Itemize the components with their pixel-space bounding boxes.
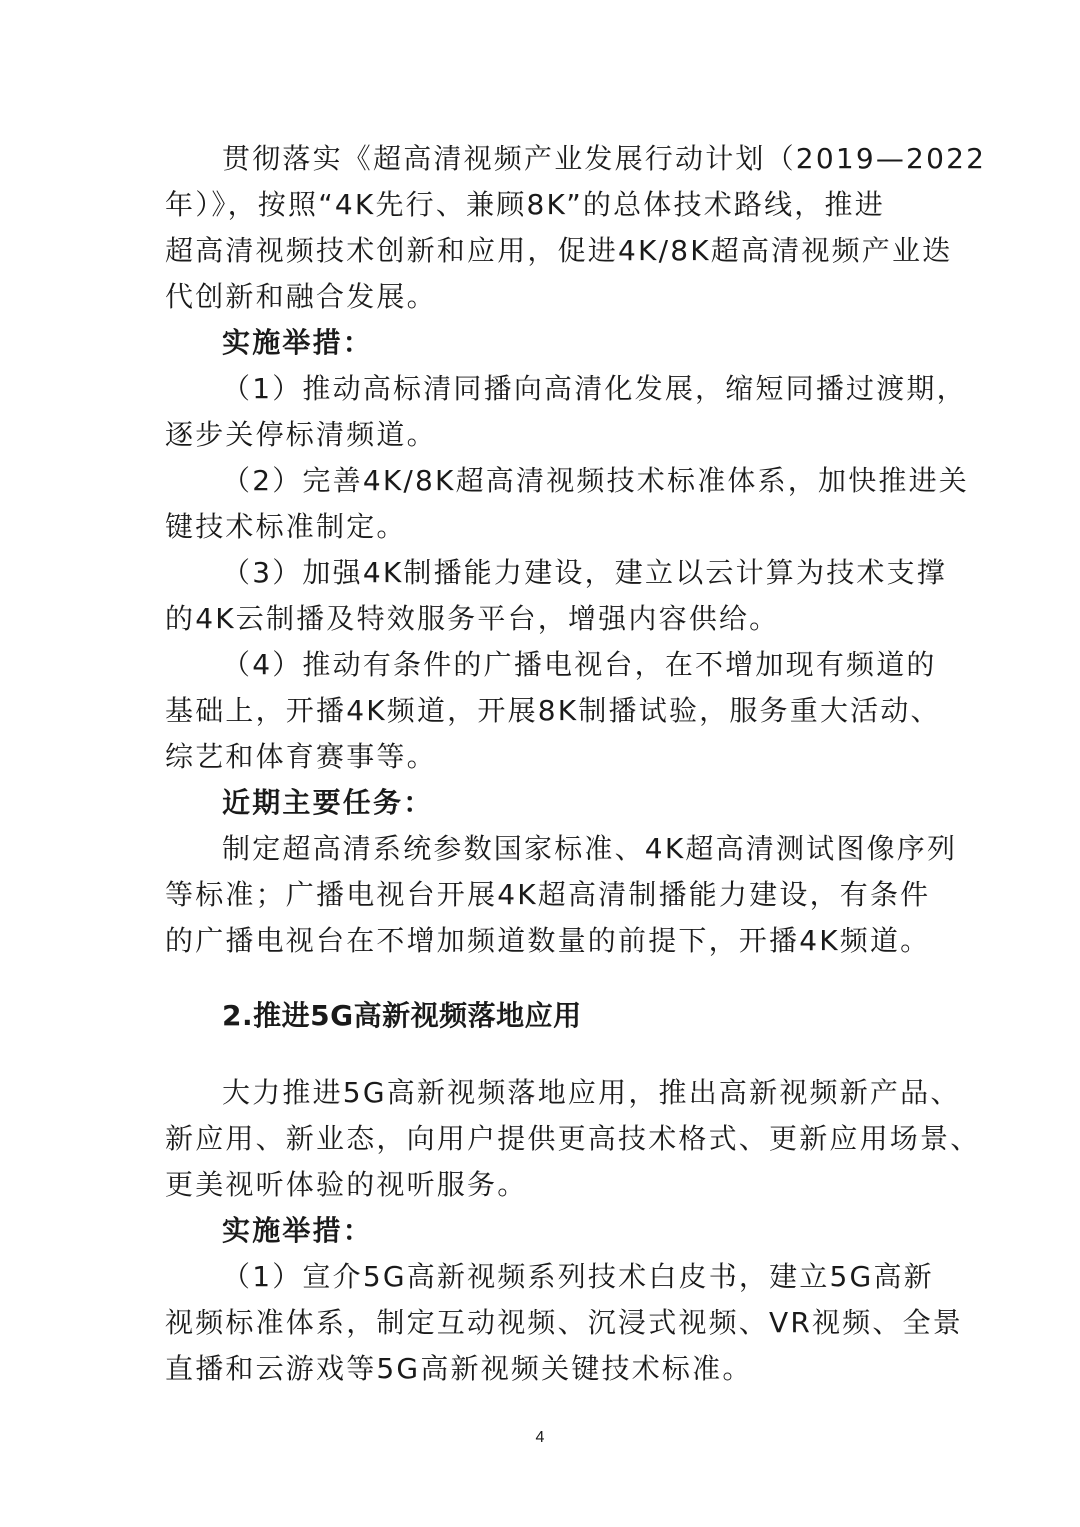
list-item-line: 综艺和体育赛事等。	[165, 740, 437, 773]
list-item-line: （1）宣介5G高新视频系列技术白皮书，建立5G高新	[222, 1260, 934, 1293]
list-item-line: （4）推动有条件的广播电视台，在不增加现有频道的	[222, 648, 937, 681]
paragraph-line: 代创新和融合发展。	[165, 280, 437, 313]
section-subheading: 实施举措：	[222, 326, 374, 359]
page-number: 4	[535, 1429, 545, 1446]
paragraph-line: 超高清视频技术创新和应用，促进4K/8K超高清视频产业迭	[165, 234, 953, 267]
paragraph-line: 更美视听体验的视听服务。	[165, 1168, 528, 1201]
list-item-line: 键技术标准制定。	[165, 510, 407, 543]
paragraph-line: 制定超高清系统参数国家标准、4K超高清测试图像序列	[222, 832, 958, 865]
section-subheading: 实施举措：	[222, 1214, 374, 1247]
list-item-line: 基础上，开播4K频道，开展8K制播试验，服务重大活动、	[165, 694, 941, 727]
paragraph-line: 年）》，按照“4K先行、兼顾8K”的总体技术路线，推进	[165, 188, 885, 221]
paragraph-line: 大力推进5G高新视频落地应用，推出高新视频新产品、	[222, 1076, 961, 1109]
section-heading: 2.推进5G高新视频落地应用	[222, 999, 582, 1032]
paragraph-line: 等标准；广播电视台开展4K超高清制播能力建设，有条件	[165, 878, 931, 911]
list-item-line: （3）加强4K制播能力建设，建立以云计算为技术支撑	[222, 556, 947, 589]
list-item-line: （2）完善4K/8K超高清视频技术标准体系，加快推进关	[222, 464, 970, 497]
list-item-line: 视频标准体系，制定互动视频、沉浸式视频、VR视频、全景	[165, 1306, 964, 1339]
paragraph-line: 贯彻落实《超高清视频产业发展行动计划（2019—2022	[222, 142, 987, 175]
list-item-line: 的4K云制播及特效服务平台，增强内容供给。	[165, 602, 780, 635]
section-subheading: 近期主要任务：	[222, 786, 434, 819]
paragraph-line: 新应用、新业态，向用户提供更高技术格式、更新应用场景、	[165, 1122, 981, 1155]
paragraph-line: 的广播电视台在不增加频道数量的前提下，开播4K频道。	[165, 924, 931, 957]
list-item-line: 直播和云游戏等5G高新视频关键技术标准。	[165, 1352, 753, 1385]
list-item-line: （1）推动高标清同播向高清化发展，缩短同播过渡期，	[222, 372, 967, 405]
list-item-line: 逐步关停标清频道。	[165, 418, 437, 451]
